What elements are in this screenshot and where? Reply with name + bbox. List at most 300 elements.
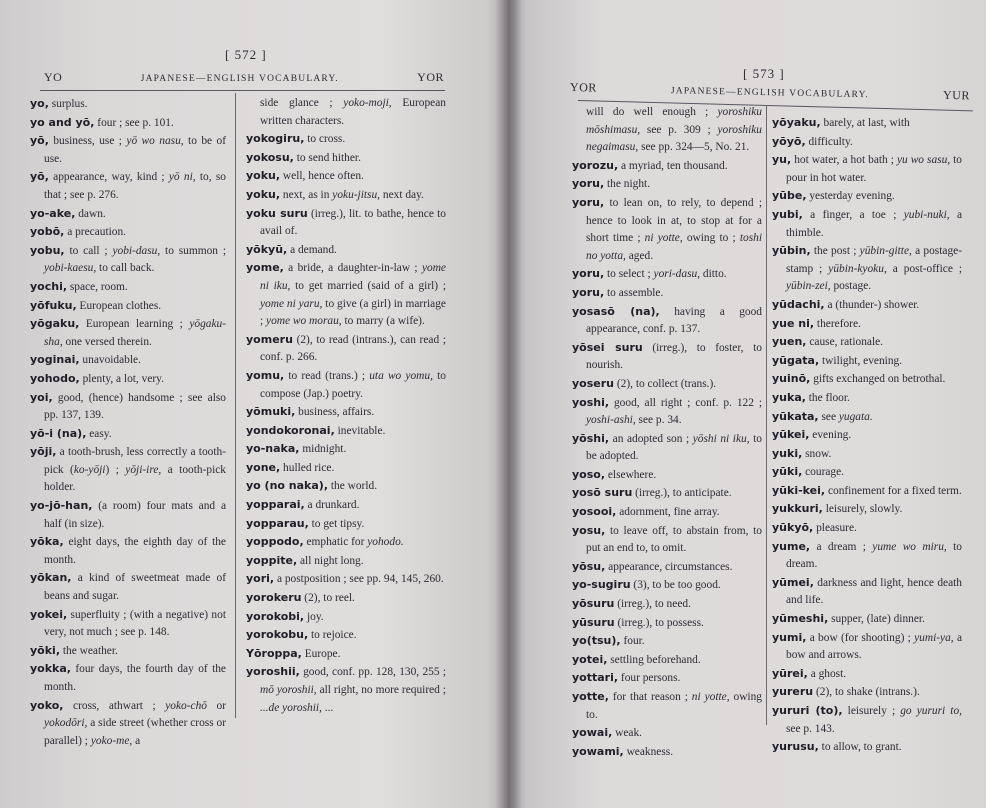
entry-japanese-phrase: yobi-kaesu, (44, 262, 97, 275)
dictionary-entry (572, 104, 762, 157)
dictionary-entry (30, 370, 226, 389)
entry-japanese-phrase: yō wo nasu, (126, 135, 184, 148)
dictionary-entry (246, 422, 446, 441)
running-header (570, 80, 970, 103)
entry-japanese-phrase: yōgaku-sha, (44, 318, 226, 348)
dictionary-entry (246, 167, 446, 186)
entry-definition: all right, no more required ; (316, 684, 446, 696)
entry-definition: appearance, way, kind ; (48, 171, 169, 184)
dictionary-entry (246, 552, 446, 571)
entry-japanese-phrase: yō ni, (168, 171, 196, 184)
dictionary-entry (772, 445, 962, 464)
entry-headword: yoru, (572, 177, 605, 191)
entry-headword: yoi, (30, 390, 53, 404)
entry-definition: to select ; (604, 268, 654, 281)
entry-headword: yondokoronai, (246, 423, 335, 437)
entry-headword: yoseru (572, 376, 614, 390)
entry-headword: yūdachi, (772, 297, 825, 311)
entry-headword: yūgata, (772, 353, 820, 367)
entry-definition: good, (hence) handsome ; see also pp. 137, 139. (44, 391, 226, 422)
entry-headword: yūmeshi, (772, 612, 829, 626)
column-divider (766, 105, 767, 725)
entry-definition: easy. (86, 427, 112, 440)
dictionary-entry (772, 114, 962, 133)
entry-headword: yoru, (572, 285, 605, 299)
vocabulary-column (572, 104, 762, 761)
dictionary-entry (572, 394, 762, 430)
entry-headword: yōshi, (572, 431, 610, 445)
book-gutter (496, 0, 522, 808)
entry-headword: yurusu, (772, 740, 819, 754)
entry-headword: yosooi, (572, 505, 617, 519)
entry-definition: to, so that ; see p. 276. (44, 171, 226, 201)
entry-definition: a dream ; (810, 540, 873, 553)
entry-headword: yōki, (30, 643, 60, 657)
entry-definition: next, as in (280, 188, 333, 201)
entry-definition: well, hence often. (280, 170, 364, 183)
entry-definition: supper, (late) dinner. (828, 613, 925, 626)
entry-definition: space, room. (67, 280, 128, 293)
entry-japanese-phrase: yu wo sasu, (896, 154, 951, 167)
entry-japanese-phrase: yōji-ire, (125, 463, 162, 476)
entry-definition: to get tipsy. (308, 517, 365, 530)
entry-japanese-phrase: yōshi ni iku, (692, 432, 750, 445)
dictionary-entry (246, 645, 446, 664)
entry-definition: hulled rice. (280, 461, 335, 474)
entry-definition: weak. (612, 727, 642, 740)
entry-headword: yue ni, (772, 316, 815, 330)
entry-definition: weakness. (623, 745, 674, 758)
entry-definition: Europe. (301, 647, 341, 660)
entry-definition: see pp. 324—5, No. 21. (638, 141, 750, 154)
entry-definition: dawn. (75, 207, 106, 220)
entry-definition: appearance, circumstances. (605, 560, 733, 573)
entry-definition: cause, rationale. (806, 336, 884, 349)
entry-japanese-phrase: yobi-dasu, (112, 244, 161, 257)
dictionary-entry (772, 610, 962, 629)
entry-definition: see p. 34. (635, 414, 682, 427)
entry-headword: yukkuri, (772, 502, 823, 516)
entry-definition: the world. (328, 480, 378, 493)
entry-japanese-phrase: yoshi-ashi, (586, 414, 636, 427)
dictionary-entry (246, 570, 446, 589)
entry-definition: darkness and light, hence death and life. (786, 576, 962, 607)
column-divider (235, 93, 236, 718)
right-page (508, 0, 986, 808)
entry-definition: emphatic for (303, 536, 368, 549)
entry-definition: ... (321, 701, 334, 714)
dictionary-entry (246, 626, 446, 645)
entry-headword: yūsuru (572, 615, 615, 629)
entry-definition: see (818, 410, 839, 423)
dictionary-entry (572, 375, 762, 394)
dictionary-entry (30, 297, 226, 316)
entry-definition: see p. 309 ; (640, 123, 718, 136)
entry-definition: a finger, a toe ; (802, 208, 904, 221)
dictionary-entry (772, 426, 962, 445)
entry-definition: (2), to read (intrans.), can read ; conf. p. 266. (260, 333, 446, 364)
entry-japanese-phrase: ni yotte, (691, 691, 730, 703)
dictionary-entry (772, 352, 962, 371)
entry-headword: yobu, (30, 243, 65, 257)
entry-definition: four ; see p. 101. (94, 116, 174, 129)
entry-definition: (2), to collect (trans.). (614, 377, 717, 390)
dictionary-entry (772, 151, 962, 187)
dictionary-entry (772, 408, 962, 427)
entry-headword: yorokobu, (246, 628, 309, 642)
dictionary-entry (572, 194, 762, 265)
entry-definition: (irreg.), lit. to bathe, hence to avail of. (260, 207, 446, 238)
entry-definition: a (thunder-) shower. (824, 298, 920, 311)
dictionary-entry (246, 608, 446, 627)
entry-headword: yo and yō, (30, 115, 95, 129)
entry-headword: yoru, (572, 267, 605, 281)
entry-headword: yomu, (246, 368, 285, 382)
dictionary-entry (30, 443, 226, 497)
dictionary-entry (246, 95, 446, 130)
entry-definition: a post-office ; (886, 262, 962, 275)
entry-definition: for that reason ; (608, 691, 692, 703)
dictionary-entry (30, 205, 226, 224)
entry-headword: yō, (30, 134, 49, 148)
entry-headword: yō-i (na), (30, 426, 87, 440)
entry-headword: yōmuki, (246, 405, 296, 419)
entry-headword: yome, (246, 261, 284, 275)
entry-japanese-phrase: ni yotte, (644, 232, 683, 245)
dictionary-entry (572, 522, 762, 558)
entry-definition: the weather. (60, 644, 118, 657)
dictionary-entry (772, 482, 962, 501)
dictionary-entry (30, 642, 226, 661)
entry-headword: yu, (772, 153, 792, 167)
entry-definition: therefore. (814, 317, 861, 330)
dictionary-entry (246, 259, 446, 330)
dictionary-entry (772, 296, 962, 315)
entry-definition: to be adopted. (586, 432, 762, 463)
entry-definition: to send hither. (293, 151, 361, 164)
entry-definition: to lean on, to rely, to depend ; hence to look in at, to stop at for a short time ; (586, 196, 762, 245)
entry-definition: having a good appearance, conf. p. 137. (586, 305, 762, 336)
entry-definition: four days, the fourth day of the month. (44, 663, 226, 693)
entry-headword: yoku suru (246, 206, 308, 220)
entry-headword: yoru, (572, 195, 605, 209)
entry-japanese-phrase: go yururi to, (900, 705, 962, 717)
entry-definition: snow. (802, 447, 832, 460)
entry-definition: an adopted son ; (609, 432, 693, 445)
entry-headword: yoginai, (30, 353, 80, 367)
dictionary-entry (246, 403, 446, 422)
entry-headword: yūkata, (772, 409, 819, 423)
entry-headword: yōfuku, (30, 298, 77, 312)
entry-headword: yosō suru (572, 486, 633, 500)
entry-headword: yōsei suru (572, 340, 643, 354)
dictionary-entry (30, 606, 226, 642)
vocabulary-column (246, 95, 446, 717)
dictionary-entry (772, 187, 962, 206)
dictionary-entry (30, 660, 226, 696)
entry-japanese-phrase: ...de yoroshii, (260, 701, 322, 714)
dictionary-entry (30, 242, 226, 278)
entry-headword: yorokobi, (246, 609, 305, 623)
entry-definition: leisurely ; (842, 705, 901, 717)
entry-definition: to cross. (304, 133, 346, 146)
entry-japanese-phrase: yori-dasu, (653, 268, 701, 281)
entry-definition: barely, at last, with (820, 117, 910, 129)
entry-definition: to rejoice. (308, 629, 357, 642)
header-title: JAPANESE—ENGLISH VOCABULARY. (670, 86, 870, 101)
dictionary-entry (246, 589, 446, 608)
entry-headword: yōsuru (572, 597, 615, 611)
dictionary-entry (572, 595, 762, 614)
entry-japanese-phrase: yume wo miru, (872, 540, 947, 553)
entry-definition: ditto. (700, 268, 727, 281)
dictionary-entry (246, 149, 446, 168)
entry-headword: yoso, (572, 467, 606, 481)
entry-definition: a tooth-brush, less correctly a tooth-pick ( (44, 446, 226, 476)
entry-definition: leisurely, slowly. (822, 503, 903, 516)
dictionary-entry (246, 331, 446, 367)
entry-headword: yokosu, (246, 150, 294, 164)
dictionary-entry (572, 576, 762, 595)
dictionary-entry (572, 558, 762, 577)
dictionary-entry (772, 683, 962, 702)
entry-definition: owing to. (586, 691, 762, 721)
dictionary-entry (572, 466, 762, 485)
entry-definition: to be of use. (44, 135, 226, 165)
entry-headword: yuki, (772, 446, 803, 460)
entry-japanese-phrase: toshi no yotta, (586, 232, 762, 262)
entry-japanese-phrase: mō yoroshii, (260, 684, 317, 696)
entry-japanese-phrase: yoko-chō (165, 699, 207, 712)
entry-headword: yoppite, (246, 553, 298, 567)
entry-headword: yowai, (572, 726, 613, 740)
dictionary-entry (30, 114, 226, 133)
entry-headword: yotei, (572, 652, 608, 666)
entry-definition: a tooth-pick holder. (44, 463, 226, 494)
dictionary-entry (246, 186, 446, 205)
page-number: [ 573 ] (743, 66, 785, 81)
entry-headword: yuinō, (772, 372, 811, 386)
entry-definition: (irreg.), to anticipate. (632, 487, 732, 500)
entry-definition: courage. (802, 466, 845, 479)
dictionary-entry (772, 629, 962, 665)
entry-definition: to call back. (96, 262, 155, 275)
dictionary-entry (772, 538, 962, 574)
entry-definition: a myriad, ten thousand. (618, 159, 728, 172)
entry-headword: yoku, (246, 169, 281, 183)
entry-japanese-phrase: yoko-me, (90, 734, 133, 747)
entry-headword: yoko, (30, 698, 64, 712)
entry-definition: surplus. (48, 98, 88, 110)
entry-japanese-phrase: yome ni yaru, (260, 297, 323, 310)
entry-headword: yosu, (572, 523, 606, 537)
entry-definition: pleasure. (813, 522, 857, 535)
dictionary-entry (572, 265, 762, 284)
entry-headword: yokogiru, (246, 132, 305, 146)
dictionary-entry (572, 669, 762, 688)
entry-headword: yopparau, (246, 516, 309, 530)
entry-definition: to dream. (786, 540, 962, 571)
entry-definition: a bow (for shooting) ; (806, 631, 915, 644)
entry-definition: the night. (604, 178, 651, 191)
entry-definition: next day. (380, 188, 424, 201)
entry-definition: a ghost. (807, 667, 847, 680)
entry-headword: yo, (30, 97, 49, 110)
entry-headword: yururi (to), (772, 704, 843, 717)
dictionary-entry (30, 389, 226, 425)
entry-definition: a postposition ; see pp. 94, 145, 260. (274, 573, 444, 586)
entry-headword: yōkan, (30, 571, 72, 585)
dictionary-entry (246, 241, 446, 260)
dictionary-entry (772, 206, 962, 242)
header-title: JAPANESE—ENGLISH VOCABULARY. (140, 74, 339, 84)
dictionary-entry (772, 519, 962, 538)
entry-definition: (3), to be too good. (630, 579, 721, 592)
entry-definition: a thimble. (786, 208, 962, 239)
entry-definition: a (132, 734, 141, 747)
entry-headword: Yōroppa, (246, 646, 302, 660)
entry-definition: to allow, to grant. (818, 741, 902, 754)
entry-definition: hot water, a hot bath ; (791, 154, 897, 167)
header-guide-word-left: YOR (569, 80, 597, 95)
entry-definition: a demand. (287, 243, 337, 256)
entry-headword: yorokeru (246, 591, 302, 605)
dictionary-entry (772, 370, 962, 389)
entry-headword: yuka, (772, 390, 806, 404)
entry-definition: joy. (304, 610, 324, 623)
entry-definition: a side street (whether cross or parallel) ; (44, 717, 226, 747)
entry-definition: good, all right ; conf. p. 122 ; (609, 396, 762, 409)
dictionary-entry (30, 569, 226, 605)
dictionary-entry (572, 175, 762, 194)
entry-headword: yokka, (30, 662, 71, 676)
entry-definition: the post ; (810, 245, 860, 258)
dictionary-entry (30, 533, 226, 569)
entry-headword: yobō, (30, 225, 65, 239)
header-guide-word-right: YOR (417, 70, 444, 84)
entry-definition: confinement for a fixed term. (825, 484, 962, 497)
entry-definition: a precaution. (64, 226, 127, 239)
entry-japanese-phrase: yoroshiku negaimasu, (586, 123, 762, 154)
entry-headword: yo(tsu), (572, 634, 621, 648)
entry-japanese-phrase: yoroshiku mōshimasu, (586, 106, 762, 136)
entry-headword: yochi, (30, 279, 68, 293)
entry-headword: yotte, (572, 690, 609, 703)
entry-definition: see p. 143. (786, 722, 835, 735)
dictionary-entry (30, 223, 226, 242)
entry-headword: yone, (246, 460, 281, 474)
dictionary-entry (246, 477, 446, 496)
entry-definition: business, use ; (48, 135, 127, 148)
dictionary-entry (572, 651, 762, 670)
entry-headword: yoppodo, (246, 535, 304, 549)
dictionary-entry (30, 132, 226, 168)
entry-definition: (irreg.), to possess. (614, 616, 704, 629)
entry-definition: ) ; (105, 463, 126, 476)
dictionary-entry (246, 515, 446, 534)
entry-japanese-phrase: yokodōri, (44, 717, 88, 730)
dictionary-entry (30, 351, 226, 370)
dictionary-entry (30, 315, 226, 351)
entry-definition: to give (a girl) in marriage ; (260, 297, 446, 328)
dictionary-entry (772, 333, 962, 352)
dictionary-entry (572, 430, 762, 466)
entry-headword: yoroshii, (246, 665, 300, 679)
entry-headword: yohodo, (30, 371, 80, 385)
entry-definition: adornment, fine array. (616, 506, 720, 519)
dictionary-entry (246, 496, 446, 515)
entry-definition: settling beforehand. (607, 653, 701, 666)
dictionary-entry (772, 133, 962, 152)
dictionary-entry (246, 205, 446, 241)
header-guide-word-left: YO (44, 70, 63, 84)
entry-headword: yōgaku, (30, 317, 80, 331)
entry-definition: side glance ; (260, 97, 344, 109)
entry-definition: European learning ; (79, 318, 190, 331)
entry-definition: a postage-stamp ; (786, 245, 962, 275)
entry-definition: to compose (Jap.) poetry. (260, 369, 446, 400)
entry-headword: yūki, (772, 465, 803, 479)
dictionary-entry (246, 130, 446, 149)
entry-headword: yūbe, (772, 189, 807, 203)
entry-definition: midnight. (299, 443, 347, 456)
entry-japanese-phrase: uta wo yomu, (369, 369, 433, 382)
entry-definition: four. (620, 635, 645, 648)
entry-definition: to marry (a wife). (341, 315, 425, 328)
dictionary-entry (572, 724, 762, 743)
entry-japanese-phrase: yūbin-gitte, (859, 245, 912, 258)
entry-headword: yumi, (772, 630, 807, 644)
entry-definition: to read (trans.) ; (284, 369, 370, 382)
entry-definition: a drunkard. (304, 499, 360, 512)
entry-headword: yoku, (246, 187, 281, 201)
dictionary-entry (772, 315, 962, 334)
entry-japanese-phrase: yugata. (838, 410, 873, 423)
entry-japanese-phrase: yūbin-zei, (786, 280, 831, 293)
dictionary-entry (572, 484, 762, 503)
entry-definition: (2), to reel. (301, 592, 355, 605)
dictionary-entry (772, 242, 962, 296)
entry-headword: yottari, (572, 671, 619, 685)
entry-definition: four persons. (618, 672, 681, 685)
entry-headword: yūkei, (772, 428, 810, 442)
entry-japanese-phrase: ko-yōji (73, 463, 106, 476)
dictionary-entry (572, 632, 762, 651)
entry-headword: yorozu, (572, 158, 619, 172)
dictionary-entry (246, 367, 446, 403)
dictionary-entry (246, 459, 446, 478)
entry-headword: yo-naka, (246, 442, 300, 456)
entry-definition: elsewhere. (605, 468, 657, 481)
entry-definition: to pour in hot water. (786, 154, 963, 184)
entry-headword: yūbin, (772, 244, 811, 258)
dictionary-entry (246, 663, 446, 717)
dictionary-entry (30, 697, 226, 751)
header-rule (40, 90, 445, 91)
dictionary-entry (772, 738, 962, 757)
dictionary-entry (572, 157, 762, 176)
entry-headword: yūmei, (772, 575, 814, 589)
entry-definition: will do well enough ; (586, 106, 718, 118)
entry-definition: one versed therein. (62, 335, 152, 348)
dictionary-entry (30, 168, 226, 204)
entry-definition: (irreg.), to need. (614, 598, 691, 611)
entry-headword: yoshi, (572, 395, 610, 409)
entry-headword: yūkyō, (772, 521, 814, 535)
entry-definition: twilight, evening. (819, 354, 903, 367)
entry-definition: the floor. (805, 391, 850, 404)
entry-headword: yo-sugiru (572, 578, 631, 592)
